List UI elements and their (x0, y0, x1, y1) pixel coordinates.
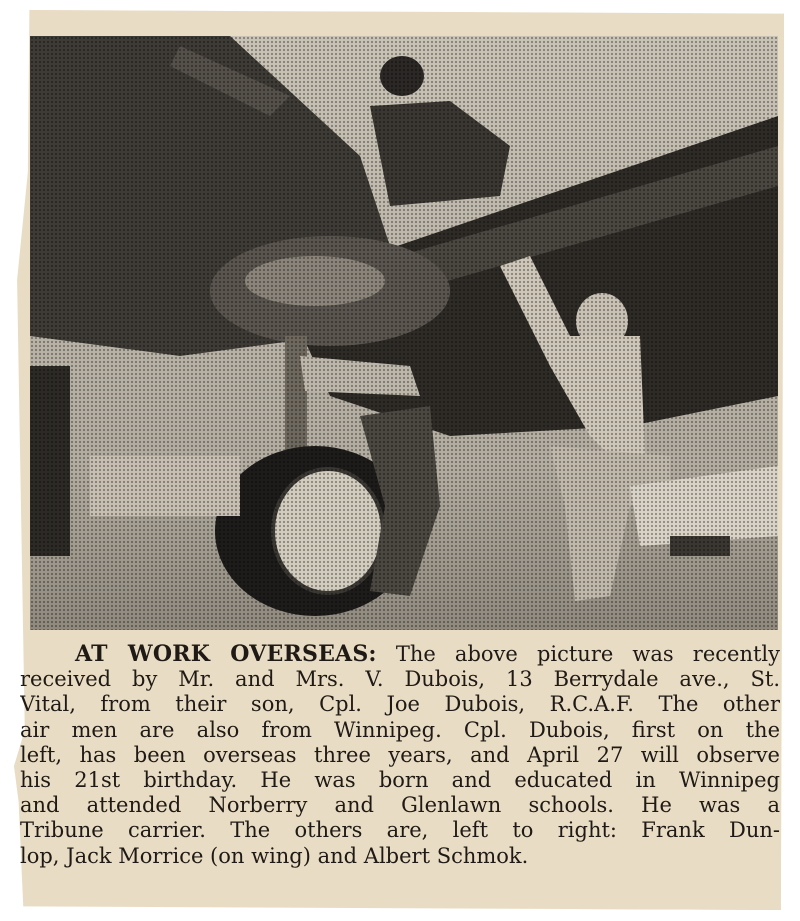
caption-line-8: Tribune carrier. The others are, left to right: Frank Dun- (20, 818, 780, 843)
headline: AT WORK OVERSEAS: (75, 642, 377, 667)
caption-text (20, 642, 780, 869)
caption-line-1 (20, 642, 780, 667)
caption-line-6: his 21st birthday. He was born and educated in Winnipeg (20, 768, 780, 793)
caption-line-4: air men are also from Winnipeg. Cpl. Dubois, first on the (20, 717, 780, 742)
caption-line-9: lop, Jack Morrice (on wing) and Albert Schmok. (20, 843, 529, 868)
caption-line-7: and attended Norberry and Glenlawn schools. He was a (20, 793, 780, 818)
caption-line-2: received by Mr. and Mrs. V. Dubois, 13 Berrydale ave., St. (20, 667, 780, 692)
halftone-photo-airmen-at-aircraft (30, 36, 778, 630)
photo-illustration (30, 36, 778, 630)
caption-line-5: left, has been overseas three years, and April 27 will observe (20, 742, 780, 767)
caption-line-1-text: The above picture was recently (376, 642, 780, 666)
caption-line-3: Vital, from their son, Cpl. Joe Dubois, R.C.A.F. The other (20, 692, 780, 717)
